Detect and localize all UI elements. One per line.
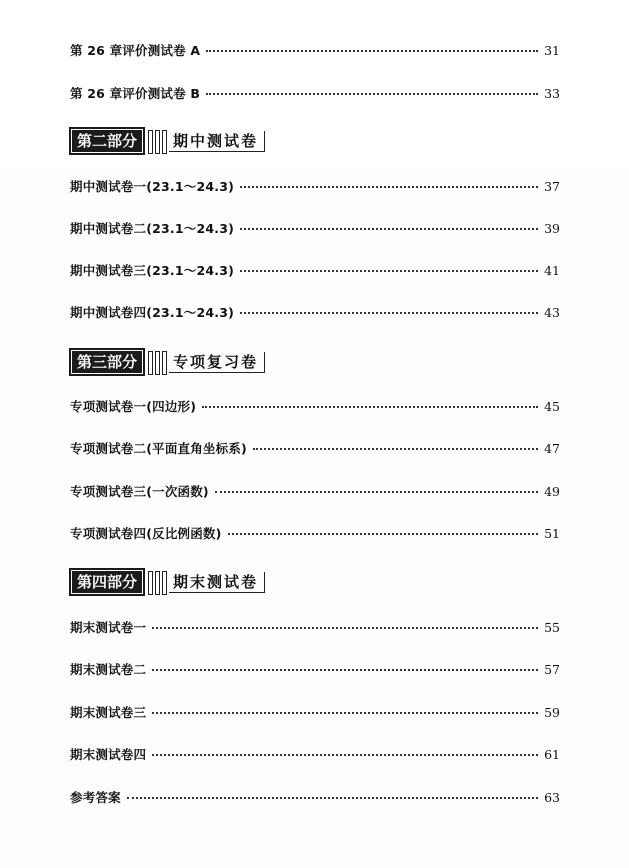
entry-page: 37 <box>544 179 560 194</box>
dot-leader <box>240 311 538 314</box>
section-name: 期末测试卷 <box>169 572 265 593</box>
entry-title: 专项测试卷一(四边形) <box>70 399 197 414</box>
dot-leader <box>152 668 538 671</box>
section-heading-part3 <box>69 349 265 375</box>
toc-entry[interactable] <box>70 745 560 765</box>
entry-title: 参考答案 <box>70 790 121 805</box>
dot-leader <box>206 49 538 52</box>
toc-entry[interactable] <box>70 303 560 323</box>
entry-title: 期中测试卷四(23.1～24.3) <box>70 305 235 320</box>
section-heading-part4 <box>69 569 265 595</box>
toc-entry[interactable] <box>70 84 560 104</box>
toc-entry[interactable] <box>70 439 560 459</box>
entry-page: 39 <box>544 221 560 236</box>
entry-page: 61 <box>544 747 560 762</box>
entry-title: 专项测试卷二(平面直角坐标系) <box>70 441 247 456</box>
section-tag: 第四部分 <box>69 568 145 596</box>
entry-title: 第 26 章评价测试卷 B <box>70 86 201 101</box>
dot-leader <box>228 532 539 535</box>
entry-page: 43 <box>544 305 560 320</box>
dot-leader <box>240 227 538 230</box>
entry-page: 45 <box>544 399 560 414</box>
entry-page: 51 <box>544 526 560 541</box>
entry-page: 63 <box>544 790 560 805</box>
section-name: 期中测试卷 <box>169 131 265 152</box>
section-name: 专项复习卷 <box>169 352 265 373</box>
toc-entry[interactable] <box>70 177 560 197</box>
entry-page: 49 <box>544 484 560 499</box>
dot-leader <box>240 185 538 188</box>
entry-page: 55 <box>544 620 560 635</box>
dot-leader <box>206 92 538 95</box>
entry-page: 31 <box>544 43 560 58</box>
entry-title: 期末测试卷四 <box>70 747 147 762</box>
dot-leader <box>152 753 538 756</box>
entry-page: 57 <box>544 662 560 677</box>
toc-entry[interactable] <box>70 41 560 61</box>
toc-entry[interactable] <box>70 660 560 680</box>
dot-leader <box>253 447 538 450</box>
entry-title: 专项测试卷四(反比例函数) <box>70 526 222 541</box>
entry-page: 33 <box>544 86 560 101</box>
entry-page: 47 <box>544 441 560 456</box>
toc-entry[interactable] <box>70 618 560 638</box>
entry-title: 期末测试卷二 <box>70 662 147 677</box>
toc-entry[interactable] <box>70 261 560 281</box>
entry-title: 期末测试卷一 <box>70 620 147 635</box>
entry-page: 41 <box>544 263 560 278</box>
toc-entry[interactable] <box>70 482 560 502</box>
toc-entry[interactable] <box>70 524 560 544</box>
dot-leader <box>152 626 538 629</box>
entry-title: 专项测试卷三(一次函数) <box>70 484 209 499</box>
bars-decoration-icon <box>148 571 169 593</box>
dot-leader <box>127 796 538 799</box>
entry-title: 期末测试卷三 <box>70 705 147 720</box>
entry-title: 期中测试卷二(23.1～24.3) <box>70 221 235 236</box>
section-tag: 第三部分 <box>69 348 145 376</box>
bars-decoration-icon <box>148 130 169 152</box>
section-heading-part2 <box>69 128 265 154</box>
dot-leader <box>215 490 538 493</box>
bars-decoration-icon <box>148 351 169 373</box>
entry-title: 期中测试卷一(23.1～24.3) <box>70 179 235 194</box>
entry-page: 59 <box>544 705 560 720</box>
dot-leader <box>152 711 538 714</box>
entry-title: 期中测试卷三(23.1～24.3) <box>70 263 235 278</box>
toc-entry[interactable] <box>70 397 560 417</box>
toc-entry-answers[interactable] <box>70 788 560 808</box>
dot-leader <box>202 405 538 408</box>
toc-entry[interactable] <box>70 219 560 239</box>
section-tag: 第二部分 <box>69 127 145 155</box>
entry-title: 第 26 章评价测试卷 A <box>70 43 201 58</box>
toc-entry[interactable] <box>70 703 560 723</box>
dot-leader <box>240 269 538 272</box>
